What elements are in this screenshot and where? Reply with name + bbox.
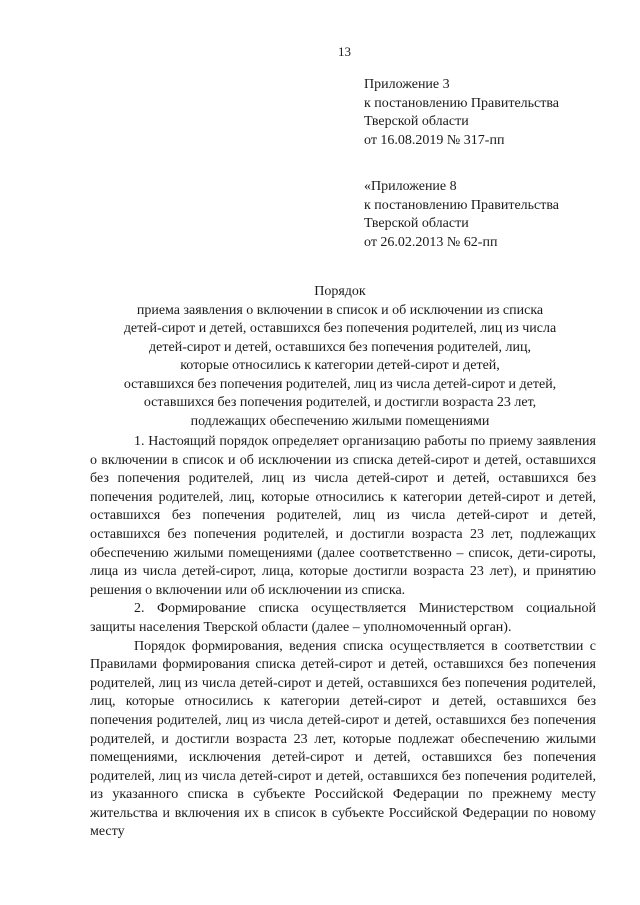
title-line: которые относились к категории детей-сирот и детей,: [180, 358, 500, 373]
appendix-line: Приложение 3: [364, 77, 450, 92]
paragraph: 2. Формирование списка осуществляется Министерством социальной защиты населения Тверской области (далее – уполномоченный орган).: [90, 601, 596, 635]
appendix-reference-previous: [364, 178, 559, 252]
document-title: [80, 283, 600, 431]
appendix-line: Тверской области: [364, 114, 469, 129]
title-line: детей-сирот и детей, оставшихся без попечения родителей, лиц из числа: [123, 321, 557, 336]
page-number: 13: [338, 44, 351, 59]
title-line: детей-сирот и детей, оставшихся без попечения родителей, лиц,: [149, 339, 531, 355]
title-line: подлежащих обеспечению жилыми помещениями: [190, 413, 490, 429]
title-line: оставшихся без попечения родителей, лиц из числа детей-сирот и детей,: [123, 376, 557, 392]
title-line: приема заявления о включении в список и об исключении из списка: [136, 302, 544, 318]
document-body: [90, 433, 596, 842]
title-heading: Порядок: [314, 284, 366, 299]
appendix-line: от 26.02.2013 № 62-пп: [364, 234, 498, 250]
paragraph: 1. Настоящий порядок определяет организацию работы по приему заявления о включении в список и об исключении из списка детей-сирот и детей, оставшихся без попечения родителей, лиц из числа детей-сирот и детей, оставшихся без попечения родителей, лиц, которые относились к категории детей-сирот и детей, оставшихся без попечения родителей, лиц из числа детей-сирот и детей, оставшихся без попечения родителей, и достигли возраста 23 лет, подлежащих обеспечению жилыми помещениями (далее соответственно – список, дети-сироты, лица из числа детей-сирот, лица, которые достигли возраста 23 лет), и принятию решения о включении или об исключении из списка.: [90, 434, 596, 598]
appendix-line: к постановлению Правительства: [364, 197, 560, 213]
appendix-line: Тверской области: [364, 216, 469, 231]
title-line: оставшихся без попечения родителей, и достигли возраста 23 лет,: [143, 395, 537, 410]
appendix-line: от 16.08.2019 № 317-пп: [364, 132, 505, 148]
paragraph: Порядок формирования, ведения списка осуществляется в соответствии с Правилами формирования списка детей-сирот и детей, оставшихся без попечения родителей, лиц из числа детей-сирот и детей, оставшихся без попечения родителей, лиц, которые относились к категории детей-сирот и детей, оставшихся без попечения родителей, лиц из числа детей-сирот и детей, оставшихся без попечения родителей, и достигли возраста 23 лет, которые подлежат обеспечению жилыми помещениями, исключения детей-сирот и детей, оставшихся без попечения родителей, лиц из числа детей-сирот и детей, оставшихся без попечения родителей, из указанного списка в субъекте Российской Федерации по прежнему месту жительства и включения их в список в субъекте Российской Федерации по новому месту: [90, 638, 596, 840]
appendix-line: «Приложение 8: [364, 179, 457, 194]
appendix-reference-current: [364, 76, 559, 150]
appendix-line: к постановлению Правительства: [364, 95, 560, 111]
